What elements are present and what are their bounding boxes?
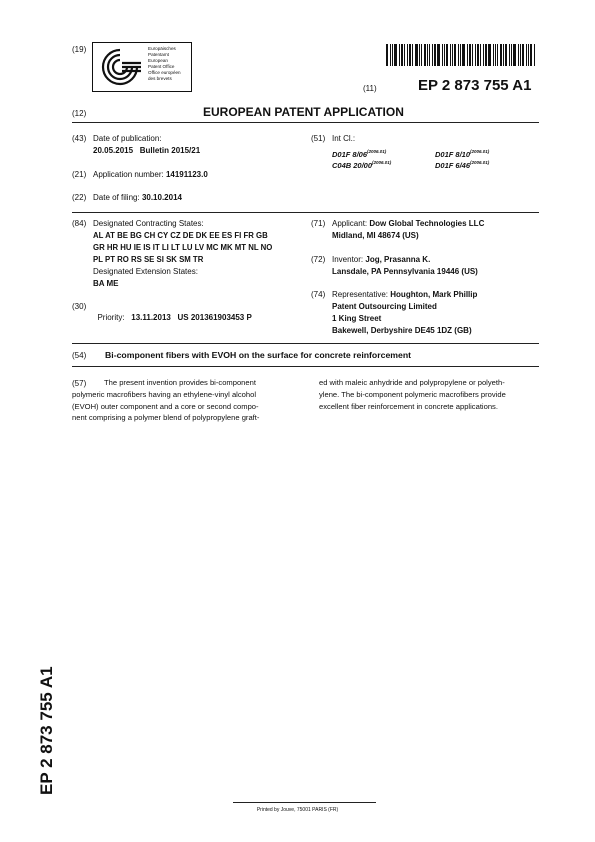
extension-states-value: BA ME: [93, 279, 119, 288]
applicant-address: Midland, MI 48674 (US): [332, 231, 419, 240]
barcode-bar: [450, 44, 451, 66]
barcode-bar: [460, 44, 461, 66]
barcode-bar: [495, 44, 496, 66]
barcode-bar: [511, 44, 512, 66]
barcode-bar: [462, 44, 465, 66]
barcode-bar: [437, 44, 440, 66]
barcode-bar: [505, 44, 507, 66]
inid-code-43: (43): [72, 134, 87, 143]
office-name-line: Patentamt: [148, 51, 169, 57]
abstract-line: ed with maleic anhydride and polypropylene or polyeth-: [319, 378, 505, 387]
barcode-bar: [401, 44, 403, 66]
inid-code-11: (11): [363, 84, 377, 93]
barcode-bar: [528, 44, 529, 66]
barcode-bar: [454, 44, 456, 66]
barcode-bar: [513, 44, 516, 66]
inventor-label: Inventor:: [332, 255, 364, 264]
designated-states-line: AL AT BE BG CH CY CZ DE DK EE ES FI FR GB: [93, 231, 268, 240]
barcode-bar: [404, 44, 405, 66]
footer-divider: [233, 802, 376, 803]
int-cl-version: (2006.01): [367, 149, 387, 154]
office-name-line: Office européen: [148, 70, 181, 76]
side-publication-number: EP 2 873 755 A1: [37, 666, 56, 795]
barcode-bar: [444, 44, 445, 66]
inid-code-22: (22): [72, 193, 87, 202]
abstract-line: nent comprising a polymer blend of polypropylene graft-: [72, 413, 260, 423]
barcode-bar: [469, 44, 471, 66]
inid-code-74: (74): [311, 290, 326, 299]
barcode-bar: [503, 44, 504, 66]
inid-code-84: (84): [72, 219, 87, 228]
barcode-bar: [485, 44, 487, 66]
barcode-bar: [409, 44, 411, 66]
header-divider: [72, 122, 539, 123]
barcode-bar: [493, 44, 494, 66]
barcode-bar: [458, 44, 459, 66]
barcode-bar: [530, 44, 532, 66]
barcode-bar: [480, 44, 481, 66]
epo-logo: [92, 42, 192, 92]
barcode-bar: [467, 44, 468, 66]
office-name-line: des brevets: [148, 75, 172, 81]
filing-date-value: 30.10.2014: [141, 193, 182, 202]
int-cl-entry: [435, 155, 489, 173]
inid-code-71: (71): [311, 219, 326, 228]
inid-code-19: (19): [72, 45, 87, 54]
barcode-bar: [392, 44, 393, 66]
barcode-bar: [522, 44, 524, 66]
inid-code-21: (21): [72, 170, 87, 179]
barcode-bar: [432, 44, 433, 66]
inid-code-54: (54): [72, 351, 87, 360]
barcode-bar: [472, 44, 473, 66]
barcode-bar: [386, 44, 388, 66]
epo-emblem-icon: [95, 43, 145, 91]
int-cl-version: (2006.01): [372, 160, 392, 165]
publication-date-value: 20.05.2015 Bulletin 2015/21: [93, 146, 201, 155]
barcode-bar: [534, 44, 535, 66]
barcode-bar: [415, 44, 418, 66]
applicant-label: Applicant:: [332, 219, 368, 228]
barcode-bar: [419, 44, 420, 66]
inventor-name: Jog, Prasanna K.: [365, 255, 431, 264]
barcode-bar: [475, 44, 476, 66]
representative-address-line: 1 King Street: [332, 314, 382, 323]
title-divider-bottom: [72, 366, 539, 367]
inventor-address: Lansdale, PA Pennsylvania 19446 (US): [332, 267, 478, 276]
barcode-bar: [446, 44, 448, 66]
int-cl-label: Int Cl.:: [332, 134, 356, 143]
abstract-line: The present invention provides bi-component: [104, 378, 256, 387]
barcode-bar: [488, 44, 491, 66]
designated-states-line: GR HR HU IE IS IT LI LT LU LV MC MK MT NL NO: [93, 243, 273, 252]
int-cl-entry: [332, 155, 391, 173]
abstract-left-column: [72, 377, 292, 424]
barcode-bar: [412, 44, 413, 66]
barcode-bar: [477, 44, 479, 66]
representative-label: Representative:: [332, 290, 389, 299]
title-divider-top: [72, 343, 539, 344]
barcode-bar: [500, 44, 502, 66]
barcode-bar: [429, 44, 430, 66]
priority-label: Priority:: [97, 313, 125, 322]
int-cl-class: D01F 8/06: [332, 150, 368, 159]
designated-states-label: Designated Contracting States:: [93, 219, 204, 228]
barcode-bar: [509, 44, 510, 66]
application-number-label: Application number:: [93, 170, 164, 179]
printer-note: Printed by Jouve, 75001 PARIS (FR): [256, 807, 339, 813]
barcode-bar: [394, 44, 397, 66]
barcode-bar: [390, 44, 391, 66]
inid-code-12: (12): [72, 109, 87, 118]
barcode-bar: [434, 44, 436, 66]
filing-date-label: Date of filing:: [93, 193, 140, 202]
barcode: [386, 44, 539, 66]
abstract-line: ylene. The bi-component polymeric macrofibers provide: [319, 389, 506, 399]
inid-code-72: (72): [311, 255, 326, 264]
office-name-line: Europäisches: [148, 46, 176, 51]
inid-code-30: (30): [72, 302, 87, 311]
representative-name: Houghton, Mark Phillip: [390, 290, 478, 299]
barcode-bar: [407, 44, 408, 66]
abstract-right-column: [319, 377, 541, 412]
office-name-line: European: [148, 58, 168, 64]
barcode-bar: [399, 44, 400, 66]
applicant-name: Dow Global Technologies LLC: [369, 219, 485, 228]
int-cl-class: D01F 8/10: [435, 150, 471, 159]
barcode-bar: [421, 44, 422, 66]
barcode-bar: [497, 44, 498, 66]
inid-code-51: (51): [311, 134, 326, 143]
office-name-line: Patent Office: [148, 63, 175, 69]
barcode-bar: [526, 44, 527, 66]
barcode-bar: [427, 44, 428, 66]
bibliographic-divider: [72, 212, 539, 213]
application-number-value: 14191123.0: [165, 170, 208, 179]
barcode-bar: [424, 44, 426, 66]
abstract-line: excellent fiber reinforcement in concrete applications.: [319, 401, 498, 411]
int-cl-version: (2006.01): [470, 160, 490, 165]
barcode-bar: [452, 44, 453, 66]
barcode-bar: [518, 44, 519, 66]
representative-address-line: Patent Outsourcing Limited: [332, 302, 437, 311]
document-type-title: EUROPEAN PATENT APPLICATION: [203, 105, 404, 119]
priority-value: 13.11.2013 US 201361903453 P: [131, 313, 252, 322]
int-cl-class: C04B 20/00: [332, 161, 373, 170]
designated-states-line: PL PT RO RS SE SI SK SM TR: [93, 255, 204, 264]
inid-code-57: (57): [72, 379, 87, 388]
int-cl-class: D01F 6/46: [435, 161, 471, 170]
barcode-bar: [483, 44, 484, 66]
publication-date-label: Date of publication:: [93, 134, 162, 143]
abstract-line: polymeric macrofibers having an ethylene-vinyl alcohol: [72, 389, 257, 399]
extension-states-label: Designated Extension States:: [93, 267, 198, 276]
int-cl-version: (2006.01): [470, 149, 490, 154]
barcode-bar: [442, 44, 443, 66]
representative-address-line: Bakewell, Derbyshire DE45 1DZ (GB): [332, 326, 472, 335]
invention-title: Bi-component fibers with EVOH on the surface for concrete reinforcement: [105, 350, 412, 360]
publication-number: EP 2 873 755 A1: [418, 77, 532, 94]
abstract-line: (EVOH) outer component and a core or second compo-: [72, 401, 259, 411]
barcode-bar: [520, 44, 521, 66]
